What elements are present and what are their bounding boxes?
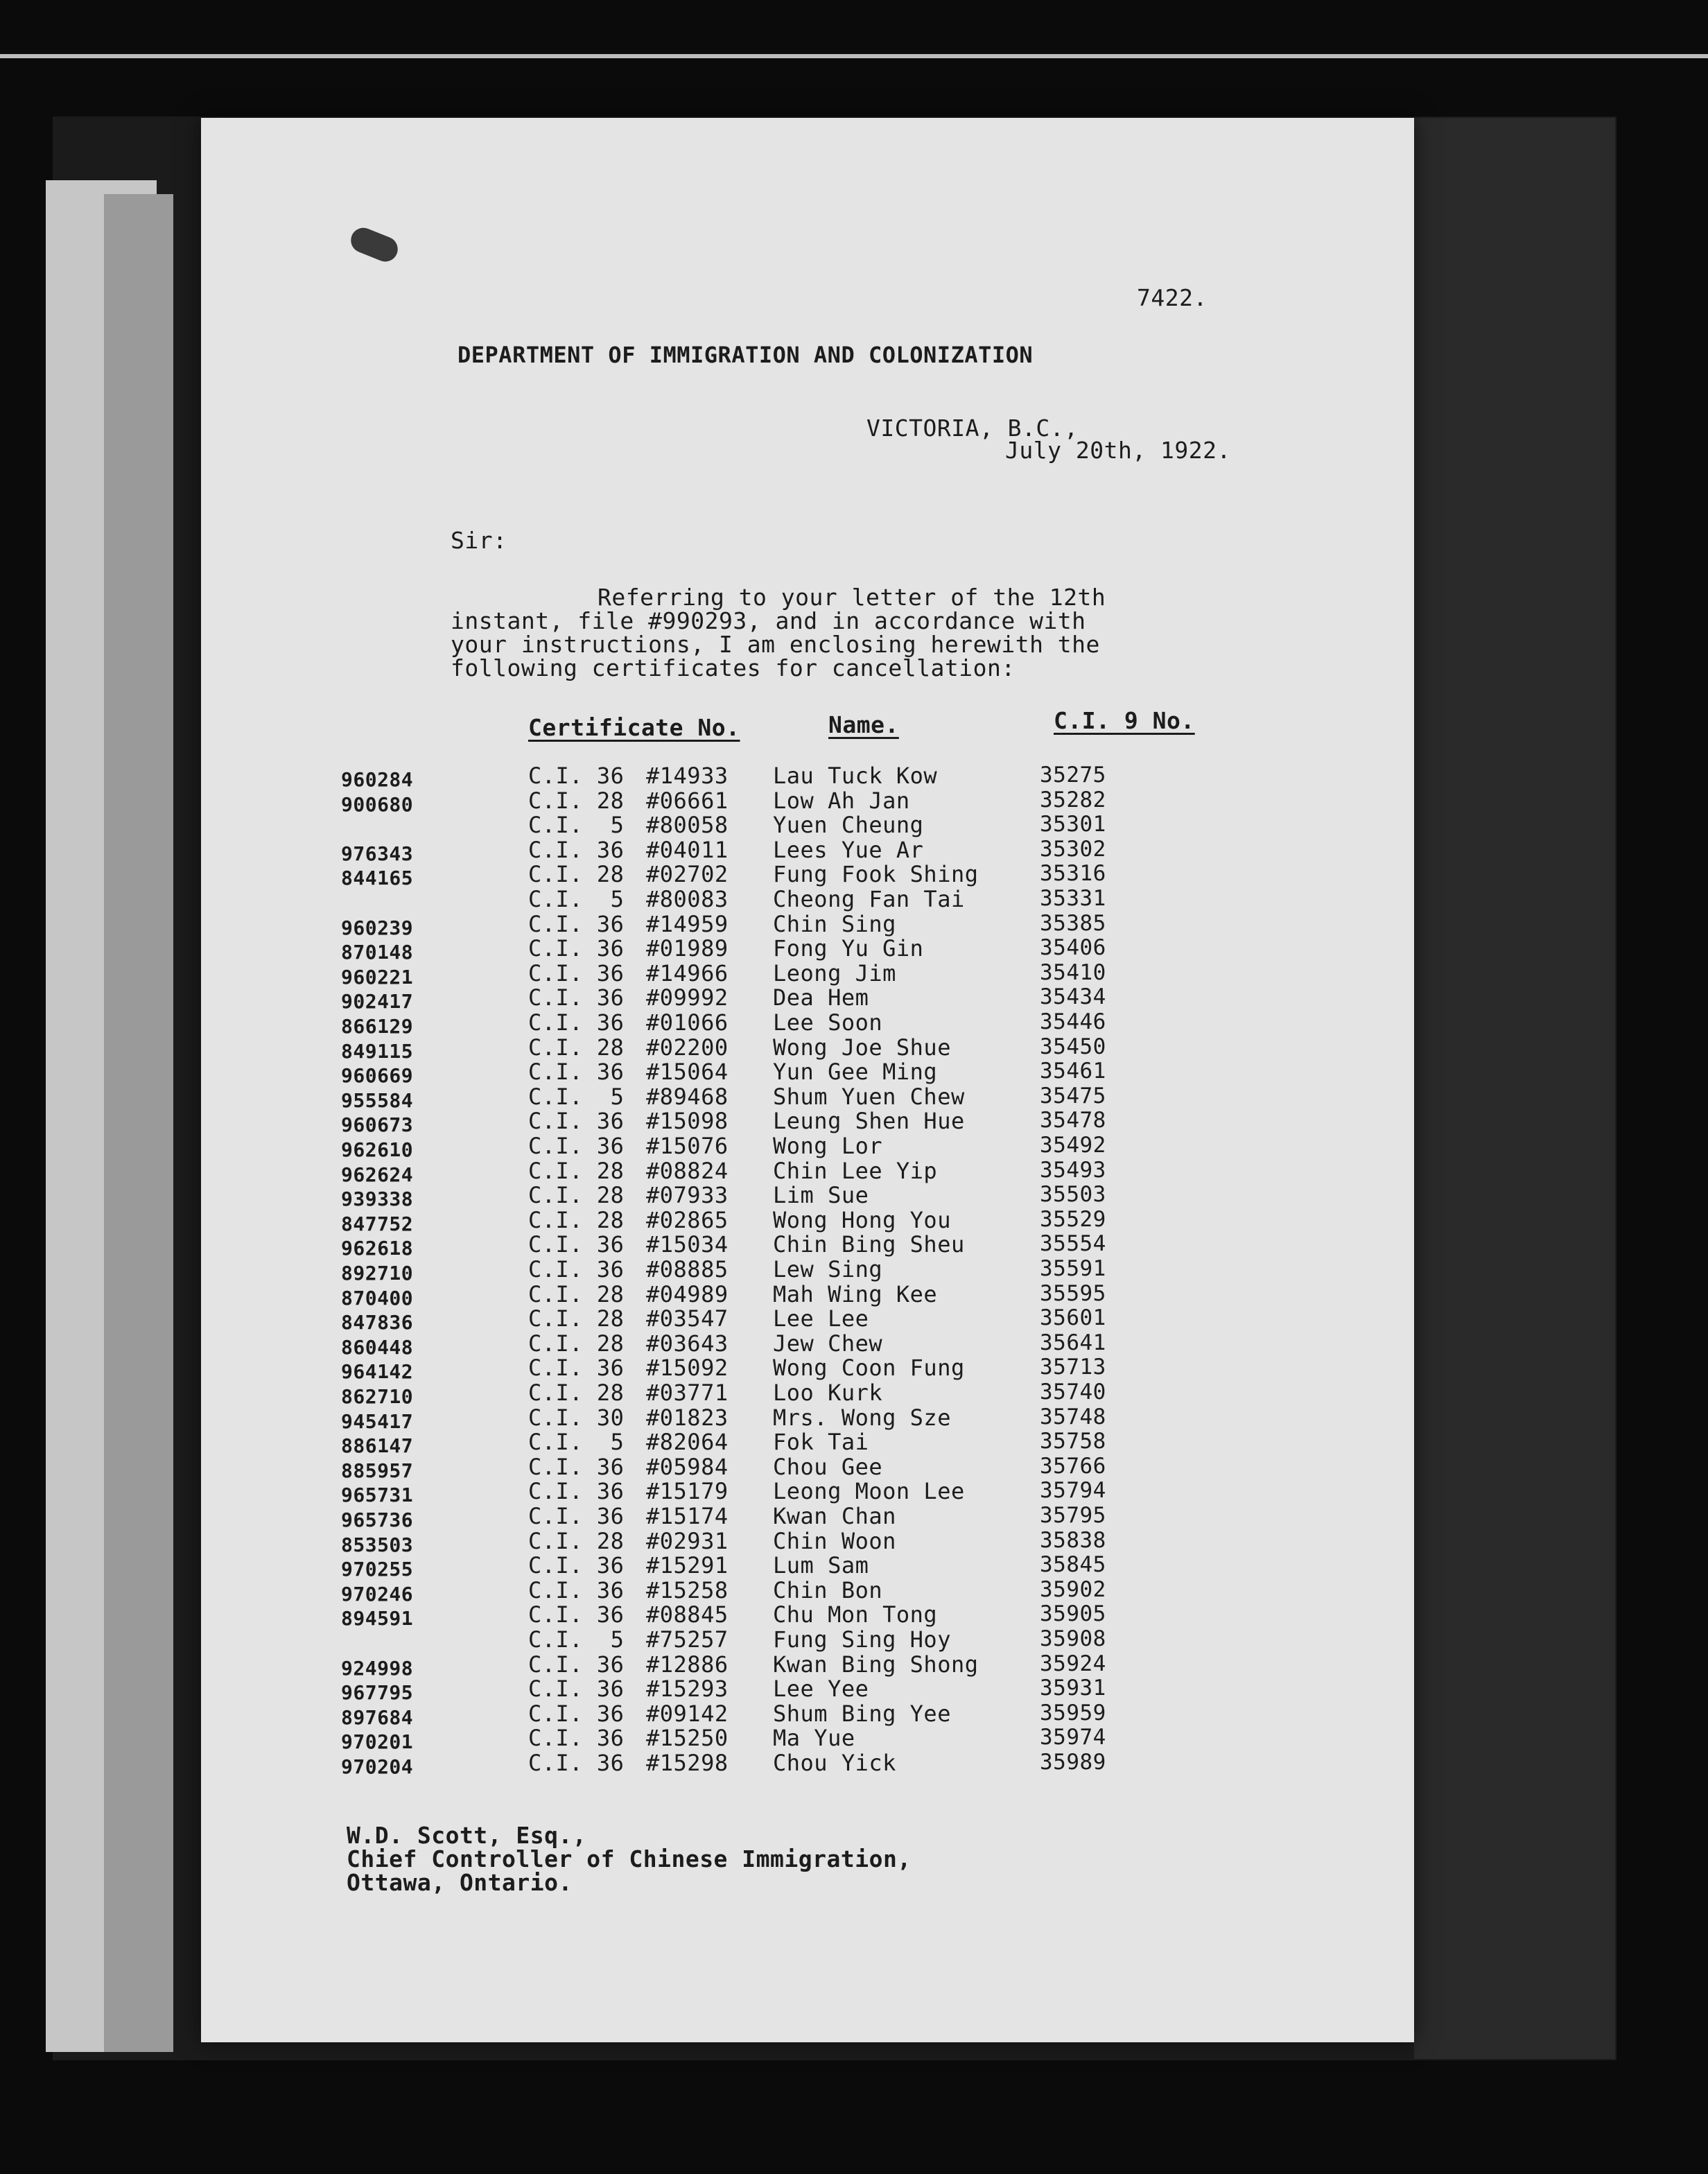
row-certificate-number: #09142 [646, 1701, 729, 1727]
row-series: C.I. 36 [528, 1478, 625, 1504]
row-ci9-number: 35931 [1040, 1676, 1106, 1701]
salutation: Sir: [451, 527, 507, 554]
row-file-number: 892710 [341, 1262, 414, 1285]
body-line: following certificates for cancellation: [451, 654, 1016, 681]
row-name: Kwan Chan [773, 1503, 896, 1529]
row-series: C.I. 36 [528, 1725, 625, 1751]
row-series: C.I. 28 [528, 788, 625, 814]
row-series: C.I. 28 [528, 1305, 625, 1332]
department-heading: DEPARTMENT OF IMMIGRATION AND COLONIZATION [458, 342, 1034, 368]
row-ci9-number: 35795 [1040, 1503, 1106, 1528]
row-certificate-number: #15092 [646, 1355, 729, 1381]
row-certificate-number: #89468 [646, 1084, 729, 1110]
addressee-line: Chief Controller of Chinese Immigration, [347, 1845, 912, 1872]
row-file-number: 962610 [341, 1138, 414, 1161]
row-file-number: 970255 [341, 1558, 414, 1581]
row-series: C.I. 5 [528, 1429, 625, 1455]
row-series: C.I. 36 [528, 1133, 625, 1159]
row-certificate-number: #08824 [646, 1158, 729, 1184]
row-name: Kwan Bing Shong [773, 1651, 979, 1678]
row-file-number: 924998 [341, 1657, 414, 1680]
row-series: C.I. 36 [528, 1059, 625, 1085]
row-ci9-number: 35493 [1040, 1158, 1106, 1183]
row-certificate-number: #08885 [646, 1256, 729, 1282]
row-ci9-number: 35492 [1040, 1133, 1106, 1158]
row-name: Lees Yue Ar [773, 837, 924, 863]
body-line: instant, file #990293, and in accordance with [451, 607, 1086, 634]
row-series: C.I. 30 [528, 1405, 625, 1431]
row-ci9-number: 35740 [1040, 1380, 1106, 1405]
row-series: C.I. 36 [528, 1552, 625, 1579]
row-ci9-number: 35529 [1040, 1207, 1106, 1232]
row-series: C.I. 36 [528, 1750, 625, 1776]
row-ci9-number: 35758 [1040, 1429, 1106, 1454]
row-name: Jew Chew [773, 1330, 883, 1357]
row-file-number: 844165 [341, 867, 414, 889]
row-ci9-number: 35301 [1040, 812, 1106, 837]
column-header-ci9: C.I. 9 No. [1054, 707, 1195, 734]
row-file-number: 945417 [341, 1410, 414, 1433]
row-certificate-number: #03643 [646, 1330, 729, 1357]
row-file-number: 847836 [341, 1311, 414, 1334]
row-ci9-number: 35838 [1040, 1528, 1106, 1553]
body-line: your instructions, I am enclosing herewith the [451, 631, 1100, 658]
row-ci9-number: 35316 [1040, 861, 1106, 886]
row-certificate-number: #15179 [646, 1478, 729, 1504]
row-certificate-number: #04989 [646, 1281, 729, 1307]
place-line: VICTORIA, B.C., [866, 415, 1079, 442]
row-ci9-number: 35446 [1040, 1009, 1106, 1034]
film-edge-line [0, 54, 1708, 58]
row-file-number: 849115 [341, 1040, 414, 1063]
row-series: C.I. 36 [528, 1231, 625, 1258]
row-name: Wong Hong You [773, 1207, 951, 1233]
row-series: C.I. 28 [528, 1330, 625, 1357]
date-line: July 20th, 1922. [1005, 437, 1231, 464]
row-certificate-number: #80083 [646, 886, 729, 912]
row-file-number: 960221 [341, 966, 414, 989]
row-certificate-number: #15298 [646, 1750, 729, 1776]
row-certificate-number: #15034 [646, 1231, 729, 1258]
row-certificate-number: #03771 [646, 1380, 729, 1406]
row-name: Fung Fook Shing [773, 861, 979, 887]
row-ci9-number: 35766 [1040, 1454, 1106, 1479]
row-ci9-number: 35845 [1040, 1552, 1106, 1577]
row-series: C.I. 36 [528, 1651, 625, 1678]
row-series: C.I. 36 [528, 1009, 625, 1036]
row-name: Chin Woon [773, 1528, 896, 1554]
row-certificate-number: #05984 [646, 1454, 729, 1480]
row-certificate-number: #02865 [646, 1207, 729, 1233]
column-header-name: Name. [828, 711, 899, 738]
row-file-number: 965731 [341, 1484, 414, 1506]
row-name: Lee Soon [773, 1009, 883, 1036]
row-name: Chin Sing [773, 911, 896, 937]
row-series: C.I. 28 [528, 1182, 625, 1208]
row-ci9-number: 35641 [1040, 1330, 1106, 1355]
row-series: C.I. 36 [528, 1676, 625, 1702]
row-ci9-number: 35331 [1040, 886, 1106, 911]
row-series: C.I. 28 [528, 1380, 625, 1406]
row-name: Lau Tuck Kow [773, 763, 938, 789]
row-name: Yuen Cheung [773, 812, 924, 838]
row-name: Chin Bing Sheu [773, 1231, 965, 1258]
row-series: C.I. 5 [528, 1084, 625, 1110]
row-series: C.I. 28 [528, 1281, 625, 1307]
row-file-number: 962624 [341, 1163, 414, 1186]
row-file-number: 960239 [341, 916, 414, 939]
row-certificate-number: #06661 [646, 788, 729, 814]
row-ci9-number: 35974 [1040, 1725, 1106, 1750]
row-file-number: 955584 [341, 1089, 414, 1112]
row-file-number: 847752 [341, 1212, 414, 1235]
row-name: Lew Sing [773, 1256, 883, 1282]
row-name: Leong Jim [773, 960, 896, 986]
row-ci9-number: 35410 [1040, 960, 1106, 985]
row-series: C.I. 36 [528, 837, 625, 863]
row-name: Mah Wing Kee [773, 1281, 938, 1307]
row-name: Leung Shen Hue [773, 1108, 965, 1134]
row-ci9-number: 35989 [1040, 1750, 1106, 1775]
row-name: Wong Lor [773, 1133, 883, 1159]
addressee-line: Ottawa, Ontario. [347, 1869, 573, 1896]
row-series: C.I. 36 [528, 1577, 625, 1603]
body-line: Referring to your letter of the 12th [598, 584, 1106, 611]
row-file-number: 960669 [341, 1064, 414, 1087]
row-ci9-number: 35275 [1040, 763, 1106, 788]
row-series: C.I. 28 [528, 1207, 625, 1233]
row-file-number: 870400 [341, 1287, 414, 1310]
row-series: C.I. 28 [528, 1158, 625, 1184]
row-series: C.I. 36 [528, 1503, 625, 1529]
row-series: C.I. 5 [528, 886, 625, 912]
row-certificate-number: #15250 [646, 1725, 729, 1751]
row-ci9-number: 35591 [1040, 1256, 1106, 1281]
row-ci9-number: 35601 [1040, 1305, 1106, 1330]
row-certificate-number: #09992 [646, 984, 729, 1011]
row-series: C.I. 36 [528, 1256, 625, 1282]
row-name: Fung Sing Hoy [773, 1626, 951, 1653]
row-certificate-number: #80058 [646, 812, 729, 838]
row-series: C.I. 28 [528, 1034, 625, 1061]
row-series: C.I. 36 [528, 1454, 625, 1480]
page-shadow [1414, 118, 1615, 2059]
row-series: C.I. 28 [528, 1528, 625, 1554]
column-header-certificate: Certificate No. [528, 714, 740, 741]
row-series: C.I. 28 [528, 861, 625, 887]
row-name: Lee Yee [773, 1676, 869, 1702]
row-series: C.I. 36 [528, 1108, 625, 1134]
row-certificate-number: #82064 [646, 1429, 729, 1455]
row-series: C.I. 36 [528, 935, 625, 962]
row-certificate-number: #15064 [646, 1059, 729, 1085]
page-number: 7422. [1137, 284, 1208, 311]
row-certificate-number: #07933 [646, 1182, 729, 1208]
row-name: Wong Coon Fung [773, 1355, 965, 1381]
row-file-number: 897684 [341, 1706, 414, 1729]
row-name: Cheong Fan Tai [773, 886, 965, 912]
row-name: Fok Tai [773, 1429, 869, 1455]
row-name: Shum Yuen Chew [773, 1084, 965, 1110]
row-series: C.I. 36 [528, 911, 625, 937]
row-file-number: 853503 [341, 1533, 414, 1556]
row-name: Mrs. Wong Sze [773, 1405, 951, 1431]
row-name: Shum Bing Yee [773, 1701, 951, 1727]
row-file-number: 965736 [341, 1508, 414, 1531]
row-ci9-number: 35503 [1040, 1182, 1106, 1207]
row-name: Lee Lee [773, 1305, 869, 1332]
row-certificate-number: #15258 [646, 1577, 729, 1603]
row-name: Fong Yu Gin [773, 935, 924, 962]
row-certificate-number: #08845 [646, 1601, 729, 1628]
row-series: C.I. 36 [528, 984, 625, 1011]
row-file-number: 894591 [341, 1607, 414, 1630]
row-ci9-number: 35924 [1040, 1651, 1106, 1676]
row-name: Ma Yue [773, 1725, 855, 1751]
row-name: Leong Moon Lee [773, 1478, 965, 1504]
row-ci9-number: 35450 [1040, 1034, 1106, 1059]
row-name: Chin Bon [773, 1577, 883, 1603]
row-certificate-number: #14933 [646, 763, 729, 789]
row-name: Wong Joe Shue [773, 1034, 951, 1061]
addressee-line: W.D. Scott, Esq., [347, 1822, 587, 1849]
row-certificate-number: #75257 [646, 1626, 729, 1653]
row-file-number: 900680 [341, 793, 414, 816]
row-name: Chin Lee Yip [773, 1158, 938, 1184]
row-file-number: 860448 [341, 1336, 414, 1359]
row-file-number: 862710 [341, 1385, 414, 1408]
row-ci9-number: 35713 [1040, 1355, 1106, 1380]
row-ci9-number: 35302 [1040, 837, 1106, 862]
row-name: Low Ah Jan [773, 788, 910, 814]
row-file-number: 962618 [341, 1237, 414, 1260]
binder-edge-shadow [104, 194, 173, 2052]
row-ci9-number: 35475 [1040, 1084, 1106, 1108]
row-name: Chu Mon Tong [773, 1601, 938, 1628]
row-ci9-number: 35406 [1040, 935, 1106, 960]
row-certificate-number: #03547 [646, 1305, 729, 1332]
row-file-number: 976343 [341, 842, 414, 865]
row-file-number: 964142 [341, 1360, 414, 1383]
row-name: Chou Gee [773, 1454, 883, 1480]
row-file-number: 960673 [341, 1113, 414, 1136]
row-name: Chou Yick [773, 1750, 896, 1776]
row-certificate-number: #12886 [646, 1651, 729, 1678]
row-file-number: 970201 [341, 1730, 414, 1753]
row-name: Lum Sam [773, 1552, 869, 1579]
row-ci9-number: 35461 [1040, 1059, 1106, 1084]
row-ci9-number: 35959 [1040, 1701, 1106, 1725]
row-ci9-number: 35905 [1040, 1601, 1106, 1626]
row-ci9-number: 35434 [1040, 984, 1106, 1009]
row-certificate-number: #01823 [646, 1405, 729, 1431]
row-ci9-number: 35748 [1040, 1405, 1106, 1429]
row-ci9-number: 35282 [1040, 788, 1106, 812]
row-certificate-number: #02931 [646, 1528, 729, 1554]
row-certificate-number: #02702 [646, 861, 729, 887]
row-series: C.I. 36 [528, 1355, 625, 1381]
row-series: C.I. 5 [528, 812, 625, 838]
row-file-number: 866129 [341, 1015, 414, 1038]
row-name: Yun Gee Ming [773, 1059, 938, 1085]
row-ci9-number: 35902 [1040, 1577, 1106, 1602]
row-certificate-number: #15076 [646, 1133, 729, 1159]
row-file-number: 902417 [341, 990, 414, 1013]
row-file-number: 870148 [341, 941, 414, 964]
row-certificate-number: #15291 [646, 1552, 729, 1579]
row-name: Loo Kurk [773, 1380, 883, 1406]
row-series: C.I. 36 [528, 960, 625, 986]
row-series: C.I. 36 [528, 1701, 625, 1727]
row-file-number: 939338 [341, 1188, 414, 1210]
row-file-number: 967795 [341, 1681, 414, 1704]
row-ci9-number: 35794 [1040, 1478, 1106, 1503]
row-certificate-number: #01989 [646, 935, 729, 962]
row-file-number: 960284 [341, 768, 414, 791]
row-certificate-number: #15293 [646, 1676, 729, 1702]
row-series: C.I. 36 [528, 1601, 625, 1628]
row-name: Lim Sue [773, 1182, 869, 1208]
row-ci9-number: 35554 [1040, 1231, 1106, 1256]
row-certificate-number: #14959 [646, 911, 729, 937]
row-ci9-number: 35478 [1040, 1108, 1106, 1133]
row-file-number: 886147 [341, 1434, 414, 1457]
row-file-number: 970204 [341, 1755, 414, 1778]
row-certificate-number: #15174 [646, 1503, 729, 1529]
row-ci9-number: 35595 [1040, 1281, 1106, 1306]
row-certificate-number: #02200 [646, 1034, 729, 1061]
row-certificate-number: #01066 [646, 1009, 729, 1036]
row-series: C.I. 36 [528, 763, 625, 789]
row-ci9-number: 35385 [1040, 911, 1106, 936]
row-certificate-number: #14966 [646, 960, 729, 986]
row-certificate-number: #04011 [646, 837, 729, 863]
row-file-number: 885957 [341, 1459, 414, 1482]
row-name: Dea Hem [773, 984, 869, 1011]
row-certificate-number: #15098 [646, 1108, 729, 1134]
row-series: C.I. 5 [528, 1626, 625, 1653]
row-file-number: 970246 [341, 1583, 414, 1606]
row-ci9-number: 35908 [1040, 1626, 1106, 1651]
